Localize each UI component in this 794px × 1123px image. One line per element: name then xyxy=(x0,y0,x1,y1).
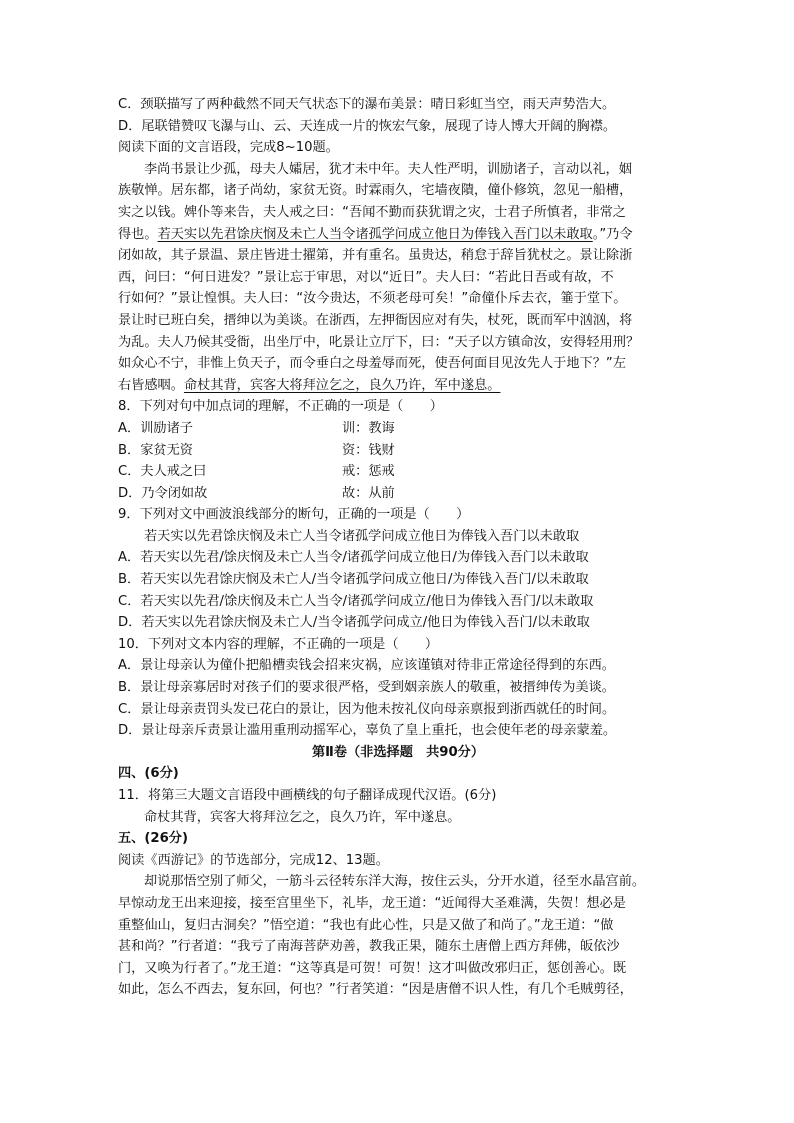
q8-option-meaning: 故：从前 xyxy=(342,485,395,501)
passage-line: 实之以钱。婢仆等来告，夫人戒之曰：“吾闻不勤而获犹谓之灾，士君子所慎者，非常之 xyxy=(118,204,626,220)
passage-text: 。”乃令 xyxy=(592,226,633,242)
excerpt-line: 如此，怎么不西去，复东回，何也？”行者笑道：“因是唐僧不识人性，有几个毛贼剪径， xyxy=(118,982,633,998)
passage-intro: 阅读下面的文言语段，完成8~10题。 xyxy=(118,140,339,156)
q8-option-text: A．训励诸子 xyxy=(118,420,193,436)
q9-option: A．若天实以先君/馀庆悯及未亡人当令/诸孤学问成立他日/为俸钱入吾门以未敢取 xyxy=(118,550,589,566)
q9-original: 若天实以先君馀庆悯及未亡人当令诸孤学问成立他日为俸钱入吾门以未敢取 xyxy=(144,528,580,544)
passage-line: 如众心不宁，非惟上负天子，而令垂白之母羞辱而死，使吾何面目见汝先人于地下？”左 xyxy=(118,356,626,372)
passage-line: 闭如故，其子景温、景庄皆进士擢第，并有重名。虽贵达，稍怠于辞旨犹杖之。景让除浙 xyxy=(118,248,633,264)
q9-stem: 9．下列对文中画波浪线部分的断句，正确的一项是（ ） xyxy=(118,507,470,523)
passage-line: 为乱。夫人乃候其受衙，出坐厅中，叱景让立厅下，曰：“天子以方镇命汝，安得轻用刑？ xyxy=(118,334,640,350)
q9-option: C．若天实以先君/馀庆悯及未亡人当令/诸孤学问成立/他日为俸钱入吾门/以未敢取 xyxy=(118,593,594,609)
q9-option: B．若天实以先君馀庆悯及未亡人/当令诸孤学问成立他日/为俸钱入吾门/以未敢取 xyxy=(118,572,589,588)
excerpt-line: 门，又唤为行者了。”龙王道：“这等真是可贺！可贺！这才叫做改邪归正，惩创善心。既 xyxy=(118,960,627,976)
q8-stem: 8．下列对句中加点词的理解，不正确的一项是（ ） xyxy=(118,399,443,415)
section-title: 第Ⅱ卷（非选择题 共90分） xyxy=(311,744,485,760)
q11-stem: 11．将第三大题文言语段中画横线的句子翻译成现代汉语。(6分) xyxy=(118,788,497,803)
q10-option: D．景让母亲斥责景让滥用重刑动摇军心，辜负了皇上重托，也会使年老的母亲蒙羞。 xyxy=(118,723,617,739)
wavy-underlined-sentence: 若天实以先君馀庆悯及未亡人当令诸孤学问成立他日为俸钱入吾门以未敢取 xyxy=(157,226,593,242)
passage-line: 景让时已班白矣，搢绅以为美谈。在浙西，左押衙因应对有失，杖死，既而军中汹汹，将 xyxy=(118,312,633,328)
part5-intro: 阅读《西游记》的节选部分，完成12、13题。 xyxy=(118,852,389,868)
q10-stem: 10．下列对文本内容的理解，不正确的一项是（ ） xyxy=(118,636,439,652)
q8-option-text: C．夫人戒之曰 xyxy=(118,464,207,480)
q10-option: C．景让母亲责罚头发已花白的景让，因为他未按礼仪向母亲禀报到浙西就任的时间。 xyxy=(118,701,616,717)
q11-sentence: 命杖其背，宾客大将拜泣乞之，良久乃许，军中遂息。 xyxy=(144,809,461,825)
passage-line: 族敬惮。居东都，诸子尚幼，家贫无资。时霖雨久，宅墙夜隤，僮仆修筑，忽见一船槽， xyxy=(118,183,633,199)
q8-option xyxy=(118,440,678,462)
underlined-sentence: 命杖其背，宾客大将拜泣乞之，良久乃许，军中遂息。 xyxy=(183,377,501,393)
q8-option xyxy=(118,483,678,505)
passage-line: 西，问曰：“何日进发？”景让忘于审思，对以“近日”。夫人曰：“若此日吾或有故，不 xyxy=(118,269,614,285)
q8-option-meaning: 训：教诲 xyxy=(342,420,395,436)
q10-option: A．景让母亲认为僮仆把船槽卖钱会招来灾祸，应该谨镇对待非正常途径得到的东西。 xyxy=(118,658,615,674)
q8-option-meaning: 戒：惩戒 xyxy=(342,464,395,480)
q10-option: B．景让母亲寡居时对孩子们的要求很严格，受到姻亲族人的敬重，被搢绅传为美谈。 xyxy=(118,680,615,696)
q8-option-meaning: 资：钱财 xyxy=(342,442,395,458)
passage-line xyxy=(118,375,678,397)
passage-line: 李尚书景让少孤，母夫人孀居，犹才未中年。夫人性严明，训励诸子，言动以礼，姻 xyxy=(144,161,632,177)
q8-option xyxy=(118,418,678,440)
passage-text: 右皆感咽。 xyxy=(118,377,184,393)
part5-heading: 五、(26分) xyxy=(118,831,188,847)
passage-text: 得也。 xyxy=(118,226,158,242)
q7-option-d: D．尾联错赞叹飞瀑与山、云、天连成一片的恢宏气象，展现了诗人博大开阔的胸襟。 xyxy=(118,118,617,134)
excerpt-line: 却说那悟空别了师父，一筋斗云径转东洋大海，按住云头，分开水道，径至水晶宫前。 xyxy=(144,874,646,890)
q7-option-c: C．颈联描写了两种截然不同天气状态下的瀑布美景：晴日彩虹当空，雨天声势浩大。 xyxy=(118,97,616,112)
excerpt-line: 重整仙山，复归古洞矣？”悟空道：“我也有此心性，只是又做了和尚了。”龙王道：“做 xyxy=(118,917,614,933)
q8-option xyxy=(118,461,678,483)
excerpt-line: 甚和尚？”行者道：“我亏了南海菩萨劝善，教我正果，随东土唐僧上西方拜佛，皈依沙 xyxy=(118,939,620,955)
part4-heading: 四、(6分) xyxy=(118,766,179,782)
q9-option: D．若天实以先君馀庆悯及未亡人/当令诸孤学问成立/他日为俸钱入吾门/以未敢取 xyxy=(118,615,590,631)
q8-option-text: B．家贫无资 xyxy=(118,442,193,458)
passage-line: 行如何？”景让惶惧。夫人曰：“汝今贵达，不须老母可矣！”命僮仆斥去衣，箠于堂下。 xyxy=(118,291,627,307)
exam-page xyxy=(118,94,678,1001)
q8-option-text: D．乃令闭如故 xyxy=(118,485,208,501)
passage-line xyxy=(118,224,678,246)
excerpt-line: 早惊动龙王出来迎接，接至宫里坐下，礼毕，龙王道：“近闻得大圣难满，失贺！想必是 xyxy=(118,895,626,911)
